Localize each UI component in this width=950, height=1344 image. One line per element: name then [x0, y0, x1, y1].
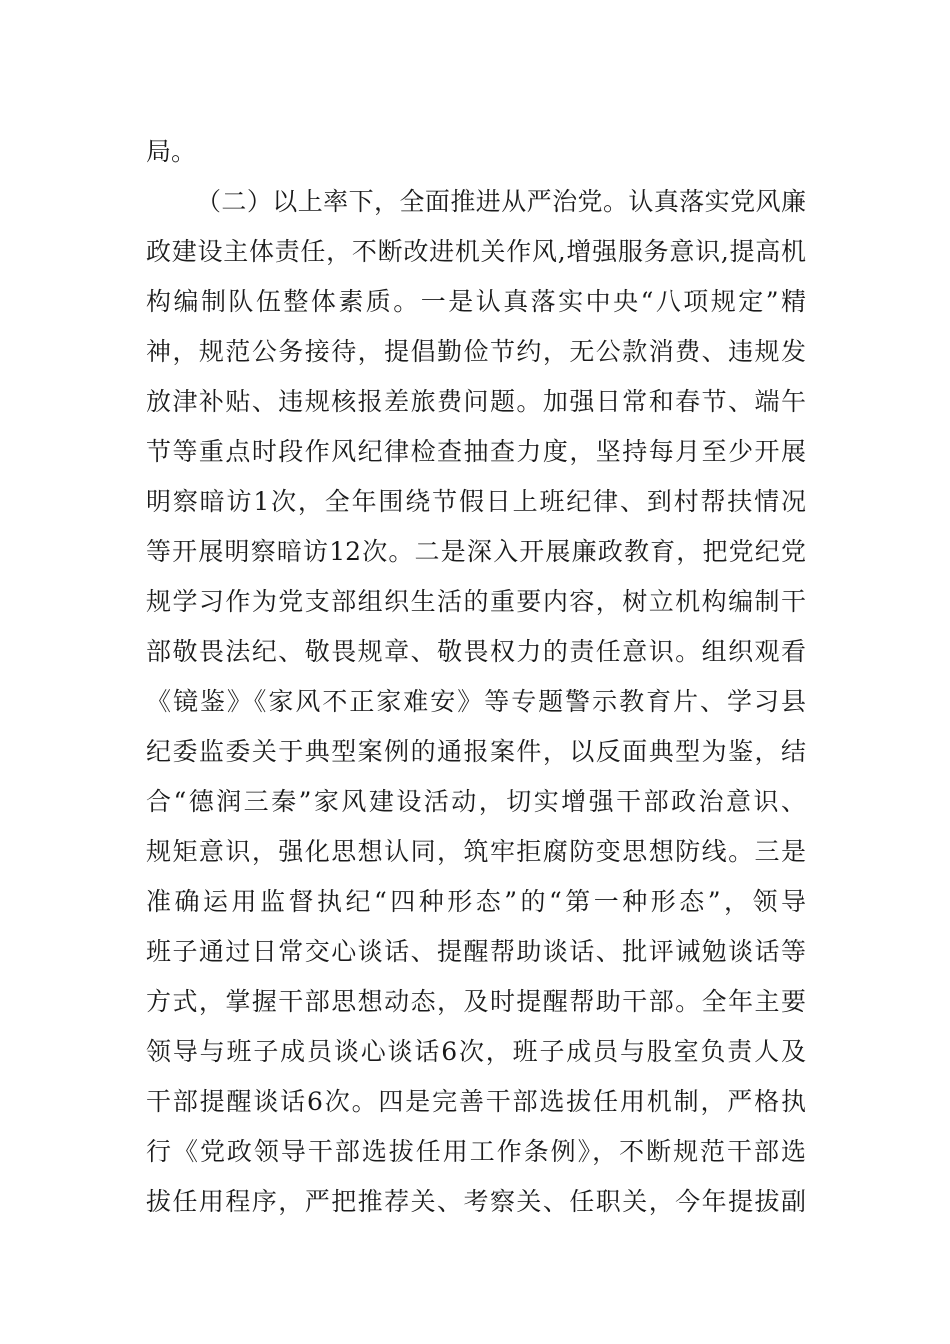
text-line-15: 规矩意识，强化思想认同，筑牢拒腐防变思想防线。三是 [146, 837, 806, 866]
text-line-21: 行《党政领导干部选拔任用工作条例》，不断规范干部选 [146, 1137, 806, 1166]
text-line-3: 政建设主体责任，不断改进机关作风,增强服务意识,提高机 [146, 237, 806, 266]
text-line-14: 合“德润三秦”家风建设活动，切实增强干部政治意识、 [146, 787, 806, 816]
text-line-11: 部敬畏法纪、敬畏规章、敬畏权力的责任意识。组织观看 [146, 637, 806, 666]
text-line-22: 拔任用程序，严把推荐关、考察关、任职关，今年提拔副 [146, 1187, 806, 1216]
text-line-9: 等开展明察暗访12次。二是深入开展廉政教育，把党纪党 [146, 537, 806, 566]
text-line-8: 明察暗访1次，全年围绕节假日上班纪律、到村帮扶情况 [146, 487, 806, 516]
text-line-18: 方式，掌握干部思想动态，及时提醒帮助干部。全年主要 [146, 987, 806, 1016]
text-line-4: 构编制队伍整体素质。一是认真落实中央“八项规定”精 [146, 287, 806, 316]
text-line-13: 纪委监委关于典型案例的通报案件，以反面典型为鉴，结 [146, 737, 806, 766]
text-line-16: 准确运用监督执纪“四种形态”的“第一种形态”，领导 [146, 887, 806, 916]
text-line-20: 干部提醒谈话6次。四是完善干部选拔任用机制，严格执 [146, 1087, 806, 1116]
paragraph-heading-line: （二）以上率下，全面推进从严治党。认真落实党风廉 [196, 187, 806, 216]
text-line-5: 神，规范公务接待，提倡勤俭节约，无公款消费、违规发 [146, 337, 806, 366]
text-line-10: 规学习作为党支部组织生活的重要内容，树立机构编制干 [146, 587, 806, 616]
text-line-6: 放津补贴、违规核报差旅费问题。加强日常和春节、端午 [146, 387, 806, 416]
text-line-19: 领导与班子成员谈心谈话6次，班子成员与股室负责人及 [146, 1037, 806, 1066]
text-line-7: 节等重点时段作风纪律检查抽查力度，坚持每月至少开展 [146, 437, 806, 466]
text-line-12: 《镜鉴》《家风不正家难安》等专题警示教育片、学习县 [146, 687, 806, 716]
text-line-17: 班子通过日常交心谈话、提醒帮助谈话、批评诫勉谈话等 [146, 937, 806, 966]
text-line-1: 局。 [146, 137, 197, 166]
